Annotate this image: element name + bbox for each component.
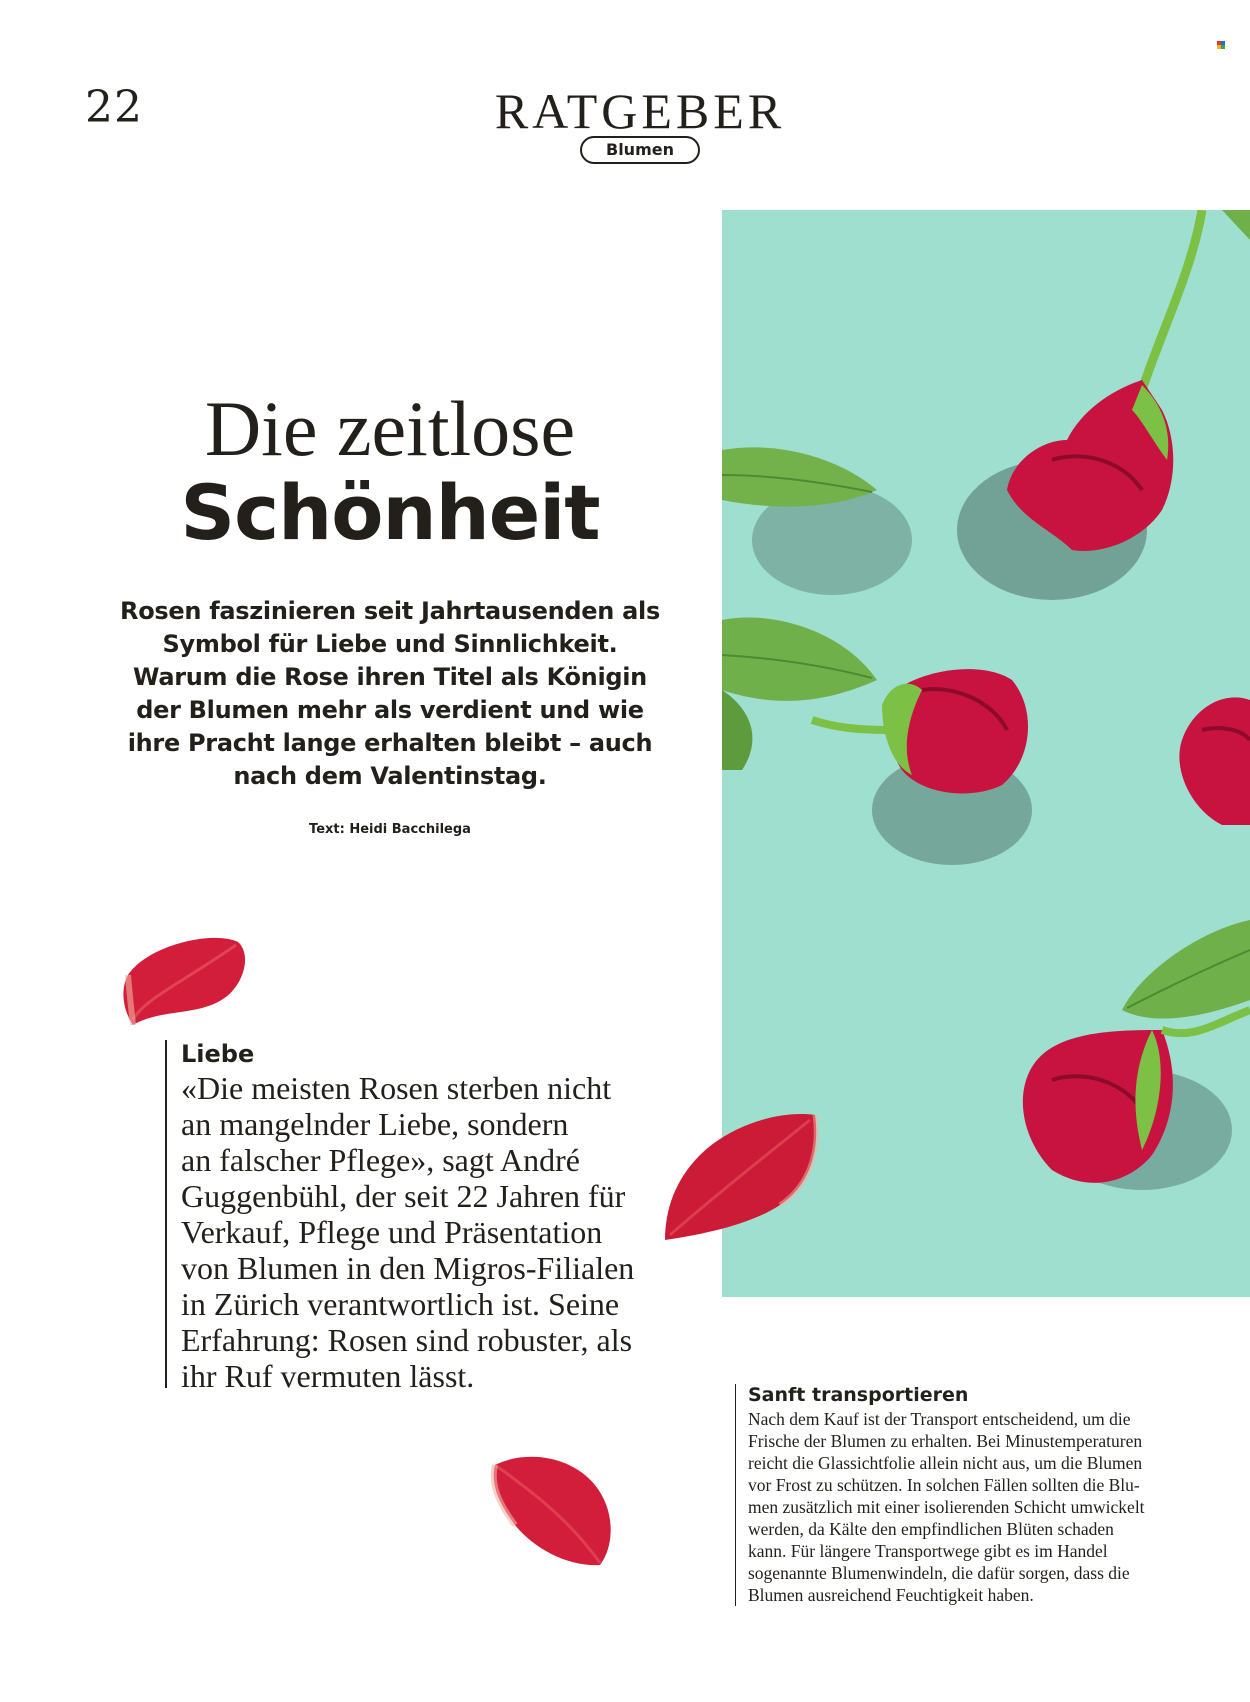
corner-logo-icon (1217, 34, 1225, 42)
quote-section (165, 1040, 651, 1394)
page-number: 22 (85, 82, 143, 133)
section-title: RATGEBER (494, 83, 786, 139)
byline: Text: Heidi Bacchilega (309, 822, 471, 837)
rose-petal-image (118, 930, 253, 1034)
quote-heading: Liebe (181, 1040, 255, 1068)
headline-bold: Schönheit (180, 468, 600, 557)
rose-petal-image (490, 1445, 620, 1574)
headline-light: Die zeitlose (204, 385, 576, 472)
info-heading: Sanft transportieren (748, 1384, 969, 1406)
lead-paragraph: Rosen faszinieren seit Jahrtausenden als Symbol für Liebe und Sinnlichkeit. Warum die Rose ihren Titel als Königin der Blumen mehr als verdient und wie ihre Pracht lange erhalten bleibt – auch nach dem Valentinstag. (120, 597, 660, 790)
info-text: Nach dem Kauf ist der Transport entscheidend, um die Frische der Blumen zu erhalten. Bei Minustemperaturen reicht die Glassichtfolie allein nicht aus, um die Blumen vor Frost zu schützen. In solchen Fällen sollten die Blu- men zusätzlich mit einer isolierenden Schicht umwickelt werden, da Kälte den empfindlichen Blüten schaden kann. Für längere Transportwege gibt es im Handel sogenannte Blumenwindeln, die dafür sorgen, dass die Blumen ausreichend Feuchtigkeit haben. (748, 1409, 1145, 1605)
quote-text: «Die meisten Rosen sterben nicht an mangelnder Liebe, sondern an falscher Pflege», sagt André Guggenbühl, der seit 22 Jahren für Verkauf, Pflege und Präsentation von Blumen in den Migros-Filialen in Zürich verantwortlich ist. Seine Erfahrung: Rosen sind robuster, als ihr Ruf vermuten lässt. (181, 1070, 635, 1394)
info-box (735, 1384, 1208, 1606)
category-badge: Blumen (580, 136, 700, 164)
rose-petal-image (660, 1110, 820, 1249)
